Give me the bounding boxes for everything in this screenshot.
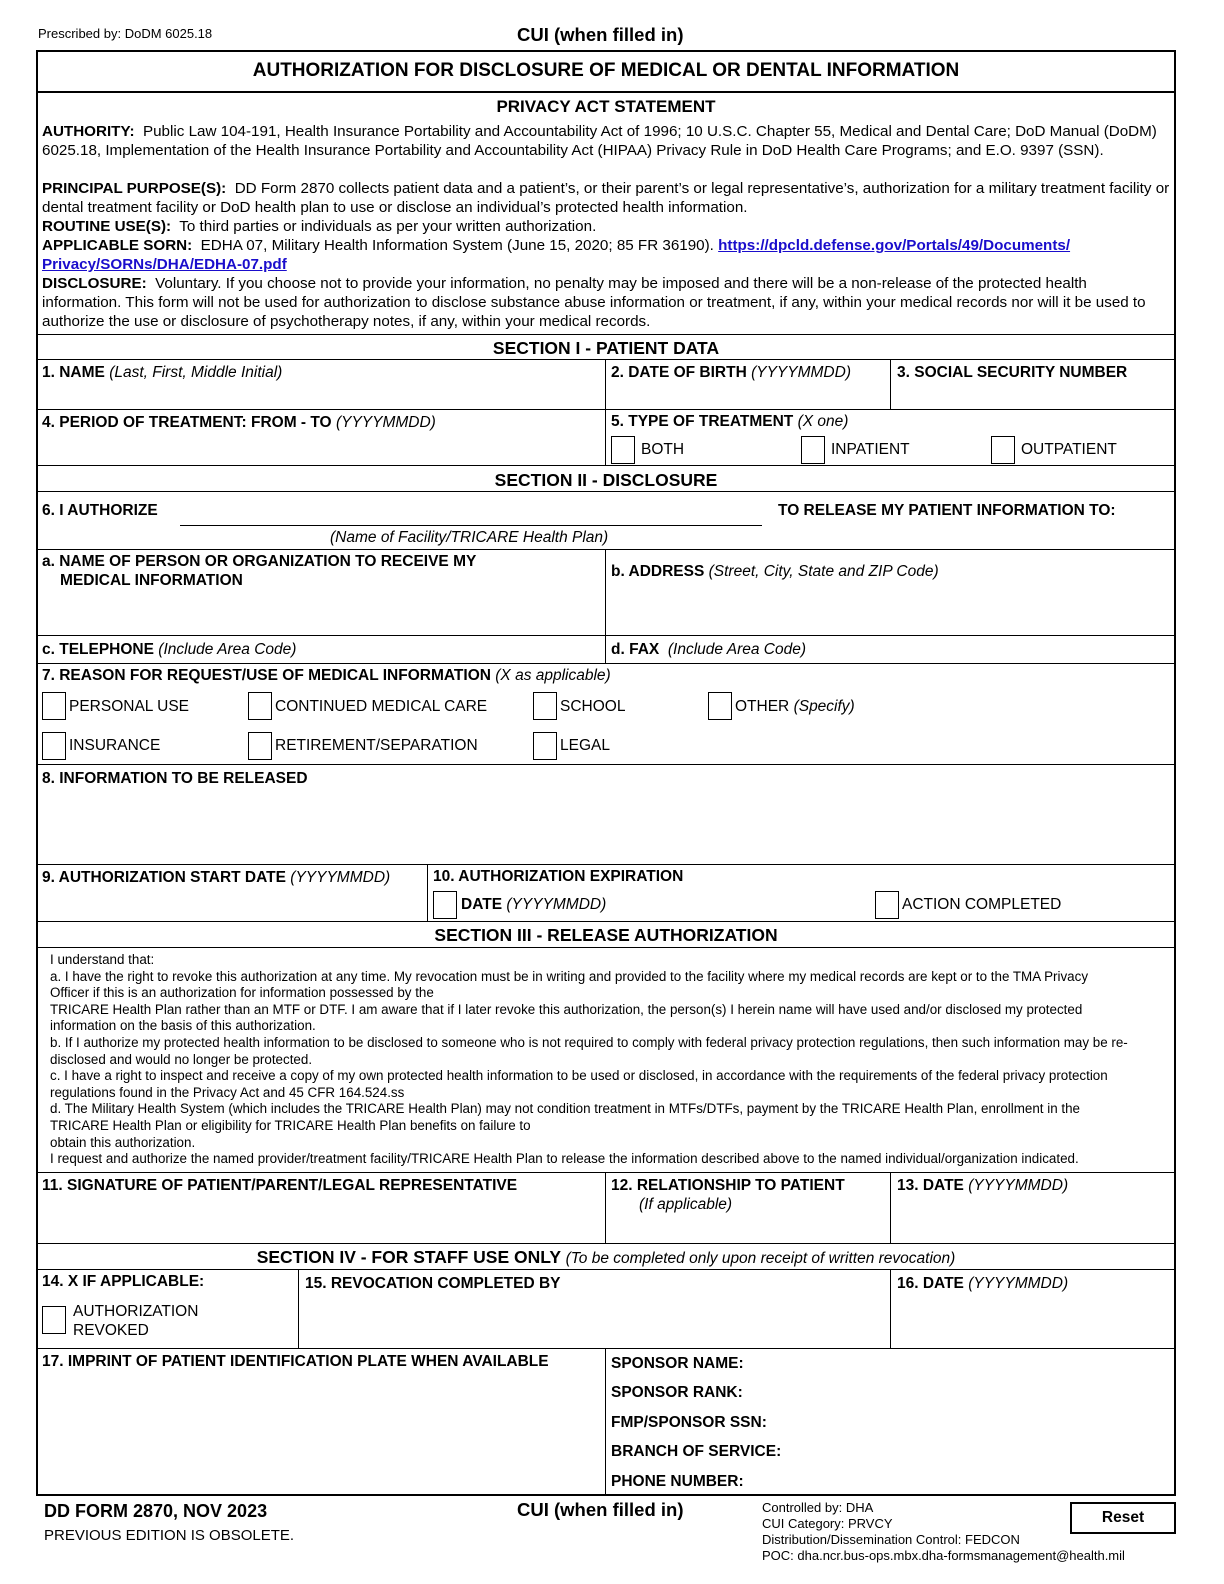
divider bbox=[890, 1173, 891, 1243]
start-date-hint: (YYYYMMDD) bbox=[290, 869, 391, 886]
privacy-authority bbox=[42, 122, 1170, 160]
divider bbox=[37, 947, 1175, 948]
retirement-checkbox[interactable] bbox=[248, 732, 272, 760]
other-checkbox[interactable] bbox=[708, 692, 732, 720]
telephone-field[interactable] bbox=[38, 636, 604, 662]
release-line: TRICARE Health Plan or eligibility for TRICARE Health Plan benefits on failure to bbox=[50, 1117, 531, 1133]
divider bbox=[605, 550, 606, 663]
information-label: 8. INFORMATION TO BE RELEASED bbox=[42, 770, 308, 787]
id-plate-area[interactable] bbox=[38, 1349, 604, 1494]
sponsor-rank-label: SPONSOR RANK: bbox=[611, 1384, 743, 1401]
reset-button[interactable]: Reset bbox=[1070, 1502, 1176, 1534]
treatment-type-label: 5. TYPE OF TREATMENT bbox=[611, 413, 794, 430]
school-label: SCHOOL bbox=[560, 698, 626, 715]
dob-label: 2. DATE OF BIRTH bbox=[611, 364, 747, 381]
release-line: Officer if this is an authorization for information possessed by the bbox=[50, 985, 434, 1001]
divider bbox=[37, 1243, 1175, 1244]
relationship-label: 12. RELATIONSHIP TO PATIENT bbox=[611, 1177, 845, 1194]
school-checkbox[interactable] bbox=[533, 692, 557, 720]
divider bbox=[37, 921, 1175, 922]
expiration-date-checkbox[interactable] bbox=[433, 891, 457, 919]
cui-category: CUI Category: PRVCY bbox=[762, 1516, 893, 1531]
id-plate-label: 17. IMPRINT OF PATIENT IDENTIFICATION PLATE WHEN AVAILABLE bbox=[42, 1353, 549, 1370]
release-text bbox=[50, 952, 1172, 1168]
form-title: AUTHORIZATION FOR DISCLOSURE OF MEDICAL OR DENTAL INFORMATION bbox=[252, 60, 960, 81]
cui-footer: CUI (when filled in) bbox=[517, 1499, 684, 1520]
divider bbox=[37, 334, 1175, 335]
legal-label: LEGAL bbox=[560, 737, 610, 754]
poc-email: POC: dha.ncr.bus-ops.mbx.dha-formsmanagement@health.mil bbox=[762, 1548, 1125, 1563]
outpatient-label: OUTPATIENT bbox=[1021, 441, 1117, 458]
treatment-period-field[interactable] bbox=[38, 410, 604, 465]
privacy-heading: PRIVACY ACT STATEMENT bbox=[496, 97, 716, 116]
inpatient-checkbox[interactable] bbox=[801, 436, 825, 464]
sponsor-ssn-label: FMP/SPONSOR SSN: bbox=[611, 1414, 767, 1431]
telephone-label: c. TELEPHONE bbox=[42, 641, 154, 658]
both-label: BOTH bbox=[641, 441, 685, 458]
dissemination-control: Distribution/Dissemination Control: FEDCON bbox=[762, 1532, 1020, 1547]
other-hint: (Specify) bbox=[793, 698, 855, 715]
release-to-label: TO RELEASE MY PATIENT INFORMATION TO: bbox=[778, 502, 1116, 519]
address-field[interactable] bbox=[607, 550, 1174, 634]
release-line: TRICARE Health Plan rather than an MTF or DTF. I am aware that if I later revoke this authorization, the person(s) I herein name will have used and/or disclosed my protected bbox=[50, 1001, 1083, 1017]
privacy-purpose bbox=[42, 179, 1170, 217]
section4-hint: (To be completed only upon receipt of written revocation) bbox=[565, 1250, 956, 1267]
period-label: 4. PERIOD OF TREATMENT: FROM - TO bbox=[42, 414, 332, 431]
continued-care-checkbox[interactable] bbox=[248, 692, 272, 720]
sorn-text: EDHA 07, Military Health Information System (June 15, 2020; 85 FR 36190). bbox=[200, 237, 714, 254]
cui-header: CUI (when filled in) bbox=[517, 24, 684, 45]
divider bbox=[37, 465, 1175, 466]
relationship-field[interactable] bbox=[607, 1173, 889, 1242]
branch-label: BRANCH OF SERVICE: bbox=[611, 1443, 782, 1460]
divider bbox=[427, 865, 428, 921]
form-id: DD FORM 2870, NOV 2023 bbox=[44, 1501, 268, 1521]
authority-text: Public Law 104-191, Health Insurance Portability and Accountability Act of 1996; 10 U.S.C. Chapter 55, Medical and Dental Care; DoD Manual (DoDM) 6025.18, Implementation of the Health Insurance Portability and Accountability Act (HIPAA) Privacy Rule in DoD Health Care Programs; and E.O. 9397 (SSN). bbox=[42, 123, 1157, 159]
divider bbox=[605, 1173, 606, 1243]
divider bbox=[605, 360, 606, 465]
action-completed-checkbox[interactable] bbox=[875, 891, 899, 919]
prescribed-by: Prescribed by: DoDM 6025.18 bbox=[38, 26, 213, 41]
release-line: obtain this authorization. bbox=[50, 1134, 196, 1150]
section1-title: SECTION I - PATIENT DATA bbox=[492, 338, 720, 358]
outpatient-checkbox[interactable] bbox=[991, 436, 1015, 464]
purpose-label: PRINCIPAL PURPOSE(S): bbox=[42, 180, 227, 197]
sorn-link[interactable]: https://dpcld.defense.gov/Portals/49/Documents/ Privacy/SORNs/DHA/EDHA-07.pdf bbox=[42, 237, 1071, 273]
divider bbox=[37, 491, 1175, 492]
release-line: I request and authorize the named provider/treatment facility/TRICARE Health Plan to release the information described above to the named individual/organization indicated. bbox=[50, 1151, 1079, 1167]
obsolete-note: PREVIOUS EDITION IS OBSOLETE. bbox=[44, 1527, 295, 1544]
disclosure-text: Voluntary. If you choose not to provide your information, no penalty may be imposed and there will be a non-release of the protected health information. This form will not be used for authorization to disclose substance abuse information or treatment, if any, within your medical records nor will it be used to authorize the use or disclosure of psychotherapy notes, if any, within your medical records. bbox=[42, 275, 1146, 330]
if-applicable-label: 14. X IF APPLICABLE: bbox=[42, 1273, 205, 1290]
purpose-text: DD Form 2870 collects patient data and a patient’s, or their parent’s or legal representative’s, authorization for a military treatment facility or dental treatment facility or DoD health plan to use or disclose an individual’s protected health information. bbox=[42, 180, 1170, 216]
revoked-label-1: AUTHORIZATION bbox=[73, 1303, 199, 1320]
name-field[interactable] bbox=[38, 360, 604, 409]
signature-label: 11. SIGNATURE OF PATIENT/PARENT/LEGAL REPRESENTATIVE bbox=[42, 1177, 518, 1194]
sponsor-name-label: SPONSOR NAME: bbox=[611, 1355, 744, 1372]
section2-title: SECTION II - DISCLOSURE bbox=[494, 470, 718, 490]
privacy-disclosure bbox=[42, 274, 1170, 331]
fax-hint: (Include Area Code) bbox=[667, 641, 806, 658]
facility-input[interactable] bbox=[180, 495, 762, 526]
action-completed-label: ACTION COMPLETED bbox=[902, 896, 1062, 913]
revocation-date-hint: (YYYYMMDD) bbox=[968, 1275, 1069, 1292]
ssn-label: 3. SOCIAL SECURITY NUMBER bbox=[897, 364, 1128, 381]
release-line: regulations found in the Privacy Act and 45 CFR 164.524.ss bbox=[50, 1084, 405, 1100]
reason-label: 7. REASON FOR REQUEST/USE OF MEDICAL INFORMATION bbox=[42, 667, 491, 684]
signature-field[interactable] bbox=[38, 1173, 604, 1242]
revocation-date-field[interactable] bbox=[892, 1270, 1174, 1347]
revoked-label-2: REVOKED bbox=[73, 1322, 149, 1339]
privacy-sorn bbox=[42, 236, 1170, 274]
divider bbox=[605, 1349, 606, 1495]
start-date-field[interactable] bbox=[38, 865, 426, 920]
insurance-checkbox[interactable] bbox=[42, 732, 66, 760]
routine-label: ROUTINE USE(S): bbox=[42, 218, 172, 235]
revoked-checkbox[interactable] bbox=[42, 1306, 66, 1334]
sorn-label: APPLICABLE SORN: bbox=[42, 237, 193, 254]
start-date-label: 9. AUTHORIZATION START DATE bbox=[42, 869, 286, 886]
fax-field[interactable] bbox=[607, 636, 1174, 662]
routine-text: To third parties or individuals as per your written authorization. bbox=[179, 218, 597, 235]
release-line: d. The Military Health System (which includes the TRICARE Health Plan) may not condition treatment in MTFs/DTFs, payment by the TRICARE Health Plan, enrollment in the bbox=[50, 1101, 1081, 1117]
section3-title: SECTION III - RELEASE AUTHORIZATION bbox=[434, 925, 778, 945]
controlled-by: Controlled by: DHA bbox=[762, 1500, 874, 1515]
facility-hint: (Name of Facility/TRICARE Health Plan) bbox=[330, 529, 609, 546]
authorize-label: 6. I AUTHORIZE bbox=[42, 502, 158, 519]
recipient-name-field[interactable] bbox=[38, 550, 604, 634]
legal-checkbox[interactable] bbox=[533, 732, 557, 760]
divider bbox=[37, 91, 1175, 93]
divider bbox=[890, 1270, 891, 1348]
signature-date-hint: (YYYYMMDD) bbox=[968, 1177, 1069, 1194]
insurance-label: INSURANCE bbox=[69, 737, 161, 754]
ssn-field[interactable] bbox=[892, 360, 1174, 409]
other-label: OTHER bbox=[735, 698, 790, 715]
expiration-label: 10. AUTHORIZATION EXPIRATION bbox=[433, 868, 684, 885]
recipient-label-2: MEDICAL INFORMATION bbox=[60, 572, 243, 589]
inpatient-label: INPATIENT bbox=[831, 441, 910, 458]
divider bbox=[37, 663, 1175, 664]
revocation-label: 15. REVOCATION COMPLETED BY bbox=[305, 1275, 561, 1292]
recipient-label-1: a. NAME OF PERSON OR ORGANIZATION TO RECEIVE MY bbox=[42, 553, 477, 570]
name-hint: (Last, First, Middle Initial) bbox=[109, 364, 283, 381]
authority-label: AUTHORITY: bbox=[42, 123, 135, 140]
period-hint: (YYYYMMDD) bbox=[335, 414, 436, 431]
reason-hint: (X as applicable) bbox=[495, 667, 611, 684]
personal-use-checkbox[interactable] bbox=[42, 692, 66, 720]
release-line: I understand that: bbox=[50, 952, 155, 967]
revocation-field[interactable] bbox=[300, 1270, 889, 1347]
fax-label: d. FAX bbox=[611, 641, 660, 658]
relationship-hint: (If applicable) bbox=[639, 1196, 733, 1213]
release-line: a. I have the right to revoke this authorization at any time. My revocation must be in writing and provided to the facility where my medical records are kept or to the TMA Privacy bbox=[50, 968, 1089, 984]
divider bbox=[298, 1270, 299, 1348]
release-line: b. If I authorize my protected health information to be disclosed to someone who is not required to comply with federal privacy protection regulations, then such information may be re- bbox=[50, 1034, 1128, 1050]
release-line: c. I have a right to inspect and receive a copy of my own protected health information to be used or disclosed, in accordance with the requirements of the federal privacy protection bbox=[50, 1068, 1108, 1084]
information-field[interactable] bbox=[38, 765, 1174, 863]
name-label: 1. NAME bbox=[42, 364, 105, 381]
dob-field[interactable] bbox=[607, 360, 889, 409]
expiration-date-hint: (YYYYMMDD) bbox=[506, 896, 607, 913]
phone-label: PHONE NUMBER: bbox=[611, 1473, 744, 1490]
expiration-date-label: DATE bbox=[461, 896, 503, 913]
signature-date-label: 13. DATE bbox=[897, 1177, 964, 1194]
address-hint: (Street, City, State and ZIP Code) bbox=[708, 563, 939, 580]
personal-use-label: PERSONAL USE bbox=[69, 698, 190, 715]
privacy-routine bbox=[42, 217, 1170, 236]
retirement-label: RETIREMENT/SEPARATION bbox=[275, 737, 478, 754]
address-label: b. ADDRESS bbox=[611, 563, 705, 580]
treatment-type-hint: (X one) bbox=[797, 413, 849, 430]
dob-hint: (YYYYMMDD) bbox=[751, 364, 851, 381]
release-line: information on the basis of this authorization. bbox=[50, 1018, 316, 1034]
both-checkbox[interactable] bbox=[611, 436, 635, 464]
divider bbox=[890, 360, 891, 410]
signature-date-field[interactable] bbox=[892, 1173, 1174, 1242]
release-line: disclosed and would no longer be protected. bbox=[50, 1051, 313, 1067]
revocation-date-label: 16. DATE bbox=[897, 1275, 964, 1292]
section4-title: SECTION IV - FOR STAFF USE ONLY bbox=[256, 1247, 561, 1267]
continued-care-label: CONTINUED MEDICAL CARE bbox=[275, 698, 488, 715]
disclosure-label: DISCLOSURE: bbox=[42, 275, 147, 292]
telephone-hint: (Include Area Code) bbox=[158, 641, 297, 658]
